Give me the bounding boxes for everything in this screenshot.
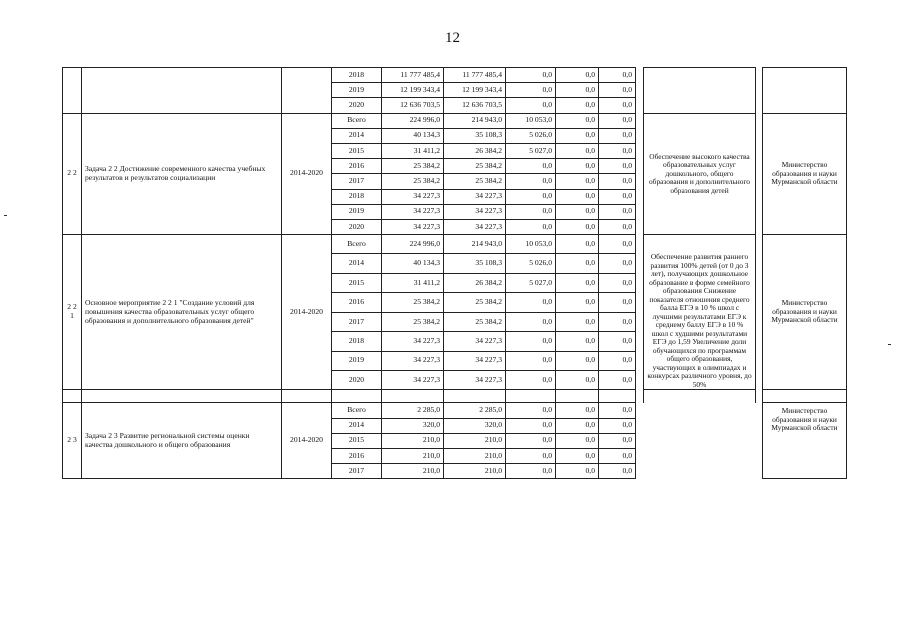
amount-cell: 0,0: [556, 273, 599, 292]
amount-cell: 0,0: [599, 113, 636, 128]
amount-cell: 0,0: [556, 189, 599, 204]
amount-cell: 0,0: [599, 174, 636, 189]
amount-cell: 11 777 485,4: [444, 68, 506, 83]
year-cell: 2018: [332, 332, 382, 351]
spacer-cell: [644, 390, 756, 403]
item-name: Основное мероприятие 2 2 1 "Создание условий для повышения качества образовательных услуг общего образования и дополнительного образования детей": [82, 235, 282, 390]
amount-cell: 0,0: [556, 418, 599, 433]
spacer-cell: [763, 390, 847, 403]
amount-cell: 214 943,0: [444, 235, 506, 254]
spacer-cell: [382, 390, 444, 403]
amount-cell: 0,0: [556, 448, 599, 463]
amount-cell: 0,0: [556, 219, 599, 234]
year-cell: 2014: [332, 128, 382, 143]
spacer-cell: [636, 113, 644, 235]
total-cell: 40 134,3: [382, 254, 444, 273]
spacer-cell: [636, 235, 644, 390]
amount-cell: 35 108,3: [444, 254, 506, 273]
table-row: [63, 68, 847, 83]
amount-cell: 34 227,3: [444, 351, 506, 370]
item-number: 2 3: [63, 403, 82, 479]
amount-cell: 0,0: [556, 370, 599, 389]
amount-cell: 0,0: [556, 403, 599, 418]
total-cell: 224 996,0: [382, 235, 444, 254]
year-cell: 2015: [332, 143, 382, 158]
amount-cell: 0,0: [556, 235, 599, 254]
amount-cell: 0,0: [506, 204, 556, 219]
amount-cell: 0,0: [506, 448, 556, 463]
amount-cell: 0,0: [556, 159, 599, 174]
amount-cell: 0,0: [599, 235, 636, 254]
amount-cell: 25 384,2: [444, 293, 506, 312]
num-cell: [63, 68, 82, 114]
total-cell: 224 996,0: [382, 113, 444, 128]
amount-cell: 0,0: [556, 254, 599, 273]
total-cell: 34 227,3: [382, 332, 444, 351]
year-cell: 2016: [332, 448, 382, 463]
table-row: [63, 113, 847, 128]
amount-cell: 0,0: [556, 293, 599, 312]
total-cell: 31 411,2: [382, 273, 444, 292]
amount-cell: 0,0: [599, 254, 636, 273]
amount-cell: 25 384,2: [444, 174, 506, 189]
spacer-cell: [282, 390, 332, 403]
year-cell: 2015: [332, 433, 382, 448]
year-cell: 2016: [332, 159, 382, 174]
amount-cell: 0,0: [556, 143, 599, 158]
total-cell: 11 777 485,4: [382, 68, 444, 83]
amount-cell: 0,0: [506, 418, 556, 433]
amount-cell: 0,0: [599, 433, 636, 448]
amount-cell: 35 108,3: [444, 128, 506, 143]
item-name: Задача 2 2 Достижение современного качества учебных результатов и результатов социализации: [82, 113, 282, 235]
amount-cell: 0,0: [599, 68, 636, 83]
amount-cell: 0,0: [556, 433, 599, 448]
amount-cell: 10 053,0: [506, 113, 556, 128]
year-cell: 2020: [332, 370, 382, 389]
amount-cell: 0,0: [556, 332, 599, 351]
total-cell: 210,0: [382, 433, 444, 448]
spacer-cell: [636, 390, 644, 403]
amount-cell: 0,0: [556, 98, 599, 113]
amount-cell: 0,0: [599, 332, 636, 351]
table-row: [63, 235, 847, 254]
amount-cell: 0,0: [599, 98, 636, 113]
amount-cell: 0,0: [506, 403, 556, 418]
amount-cell: 0,0: [506, 351, 556, 370]
spacer-cell: [599, 390, 636, 403]
total-cell: 25 384,2: [382, 174, 444, 189]
total-cell: 31 411,2: [382, 143, 444, 158]
total-cell: 320,0: [382, 418, 444, 433]
amount-cell: 26 384,2: [444, 143, 506, 158]
spacer-cell: [556, 390, 599, 403]
year-cell: 2017: [332, 464, 382, 479]
amount-cell: 0,0: [506, 370, 556, 389]
total-cell: 12 636 703,5: [382, 98, 444, 113]
year-cell: 2014: [332, 254, 382, 273]
total-cell: 25 384,2: [382, 293, 444, 312]
amount-cell: 0,0: [599, 219, 636, 234]
amount-cell: 0,0: [506, 68, 556, 83]
page-number: 12: [445, 30, 460, 46]
amount-cell: 25 384,2: [444, 159, 506, 174]
amount-cell: 26 384,2: [444, 273, 506, 292]
year-cell: 2019: [332, 204, 382, 219]
amount-cell: 2 285,0: [444, 403, 506, 418]
amount-cell: 0,0: [506, 293, 556, 312]
amount-cell: 210,0: [444, 448, 506, 463]
total-cell: 34 227,3: [382, 219, 444, 234]
total-cell: 210,0: [382, 448, 444, 463]
item-period: 2014-2020: [282, 403, 332, 479]
total-cell: 34 227,3: [382, 189, 444, 204]
total-cell: 34 227,3: [382, 370, 444, 389]
amount-cell: 5 027,0: [506, 143, 556, 158]
amount-cell: 25 384,2: [444, 312, 506, 331]
item-number: 2 2: [63, 113, 82, 235]
amount-cell: 0,0: [556, 351, 599, 370]
amount-cell: 0,0: [599, 370, 636, 389]
amount-cell: 0,0: [599, 143, 636, 158]
amount-cell: 0,0: [599, 293, 636, 312]
spacer-cell: [636, 403, 644, 479]
total-cell: 12 199 343,4: [382, 83, 444, 98]
spacer-cell: [444, 390, 506, 403]
year-cell: 2015: [332, 273, 382, 292]
total-cell: 210,0: [382, 464, 444, 479]
amount-cell: 34 227,3: [444, 189, 506, 204]
amount-cell: 0,0: [599, 464, 636, 479]
amount-cell: 0,0: [556, 312, 599, 331]
amount-cell: 0,0: [599, 128, 636, 143]
expected-result: [644, 403, 756, 479]
amount-cell: 0,0: [506, 312, 556, 331]
spacer-cell: [636, 68, 644, 114]
spacer-cell: [756, 235, 763, 390]
table-row: [63, 403, 847, 418]
amount-cell: 320,0: [444, 418, 506, 433]
item-period: 2014-2020: [282, 113, 332, 235]
period-cell: [282, 68, 332, 114]
amount-cell: 0,0: [599, 204, 636, 219]
table-body: [63, 68, 847, 479]
amount-cell: 5 026,0: [506, 254, 556, 273]
result-cell: [644, 68, 756, 114]
year-cell: 2016: [332, 293, 382, 312]
year-cell: 2017: [332, 312, 382, 331]
spacer-cell: [756, 68, 763, 114]
amount-cell: 34 227,3: [444, 204, 506, 219]
amount-cell: 0,0: [506, 464, 556, 479]
spacer-row: [63, 390, 847, 403]
amount-cell: 0,0: [599, 448, 636, 463]
amount-cell: 34 227,3: [444, 332, 506, 351]
amount-cell: 5 027,0: [506, 273, 556, 292]
amount-cell: 0,0: [506, 83, 556, 98]
amount-cell: 0,0: [506, 433, 556, 448]
spacer-cell: [756, 390, 763, 403]
amount-cell: 0,0: [506, 219, 556, 234]
amount-cell: 0,0: [599, 312, 636, 331]
executor: Министерство образования и науки Мурманской области: [763, 403, 847, 479]
amount-cell: 0,0: [599, 159, 636, 174]
amount-cell: 34 227,3: [444, 370, 506, 389]
item-number: 2 2 1: [63, 235, 82, 390]
spacer-cell: [82, 390, 282, 403]
executor: Министерство образования и науки Мурманской области: [763, 113, 847, 235]
amount-cell: 0,0: [506, 189, 556, 204]
total-cell: 2 285,0: [382, 403, 444, 418]
amount-cell: 0,0: [556, 113, 599, 128]
spacer-cell: [63, 390, 82, 403]
amount-cell: 0,0: [599, 351, 636, 370]
year-cell: 2020: [332, 98, 382, 113]
amount-cell: 0,0: [556, 83, 599, 98]
financing-table: [62, 67, 847, 479]
year-cell: 2019: [332, 83, 382, 98]
year-cell: 2019: [332, 351, 382, 370]
year-cell: 2020: [332, 219, 382, 234]
item-period: 2014-2020: [282, 235, 332, 390]
amount-cell: 12 199 343,4: [444, 83, 506, 98]
total-cell: 40 134,3: [382, 128, 444, 143]
year-cell: Всего: [332, 113, 382, 128]
total-cell: 34 227,3: [382, 351, 444, 370]
amount-cell: 0,0: [506, 332, 556, 351]
amount-cell: 0,0: [599, 189, 636, 204]
amount-cell: 0,0: [556, 204, 599, 219]
amount-cell: 0,0: [599, 418, 636, 433]
year-cell: Всего: [332, 235, 382, 254]
expected-result: Обеспечение развития раннего развития 100% детей (от 0 до 3 лет), получающих дошкольное образование в форме семейного образования Снижение показателя отношения среднего балла ЕГЭ в 10 % школ с лучшими результатами ЕГЭ к среднему баллу ЕГЭ в 10 % школ с худшими результатами ЕГЭ до 1,59 Увеличение доли обучающихся по программам общего образования, участвующих в олимпиадах и конкурсах различного уровня, до 50%: [644, 235, 756, 390]
amount-cell: 214 943,0: [444, 113, 506, 128]
amount-cell: 0,0: [506, 159, 556, 174]
amount-cell: 0,0: [556, 464, 599, 479]
spacer-cell: [756, 403, 763, 479]
year-cell: 2018: [332, 189, 382, 204]
amount-cell: 210,0: [444, 433, 506, 448]
amount-cell: 0,0: [556, 128, 599, 143]
margin-mark: [888, 344, 891, 345]
total-cell: 34 227,3: [382, 204, 444, 219]
margin-mark: [4, 215, 7, 216]
amount-cell: 10 053,0: [506, 235, 556, 254]
executor-cell: [763, 68, 847, 114]
amount-cell: 210,0: [444, 464, 506, 479]
total-cell: 25 384,2: [382, 159, 444, 174]
amount-cell: 0,0: [599, 403, 636, 418]
amount-cell: 12 636 703,5: [444, 98, 506, 113]
spacer-cell: [332, 390, 382, 403]
amount-cell: 0,0: [506, 98, 556, 113]
spacer-cell: [756, 113, 763, 235]
amount-cell: 0,0: [599, 83, 636, 98]
executor: Министерство образования и науки Мурманской области: [763, 235, 847, 390]
year-cell: 2014: [332, 418, 382, 433]
amount-cell: 34 227,3: [444, 219, 506, 234]
year-cell: 2017: [332, 174, 382, 189]
name-cell: [82, 68, 282, 114]
amount-cell: 0,0: [556, 174, 599, 189]
item-name: Задача 2 3 Развитие региональной системы оценки качества дошкольного и общего образования: [82, 403, 282, 479]
amount-cell: 5 026,0: [506, 128, 556, 143]
year-cell: Всего: [332, 403, 382, 418]
total-cell: 25 384,2: [382, 312, 444, 331]
year-cell: 2018: [332, 68, 382, 83]
spacer-cell: [506, 390, 556, 403]
amount-cell: 0,0: [506, 174, 556, 189]
amount-cell: 0,0: [599, 273, 636, 292]
amount-cell: 0,0: [556, 68, 599, 83]
expected-result: Обеспечение высокого качества образовательных услуг дошкольного, общего образования и дополнительного образования детей: [644, 113, 756, 235]
